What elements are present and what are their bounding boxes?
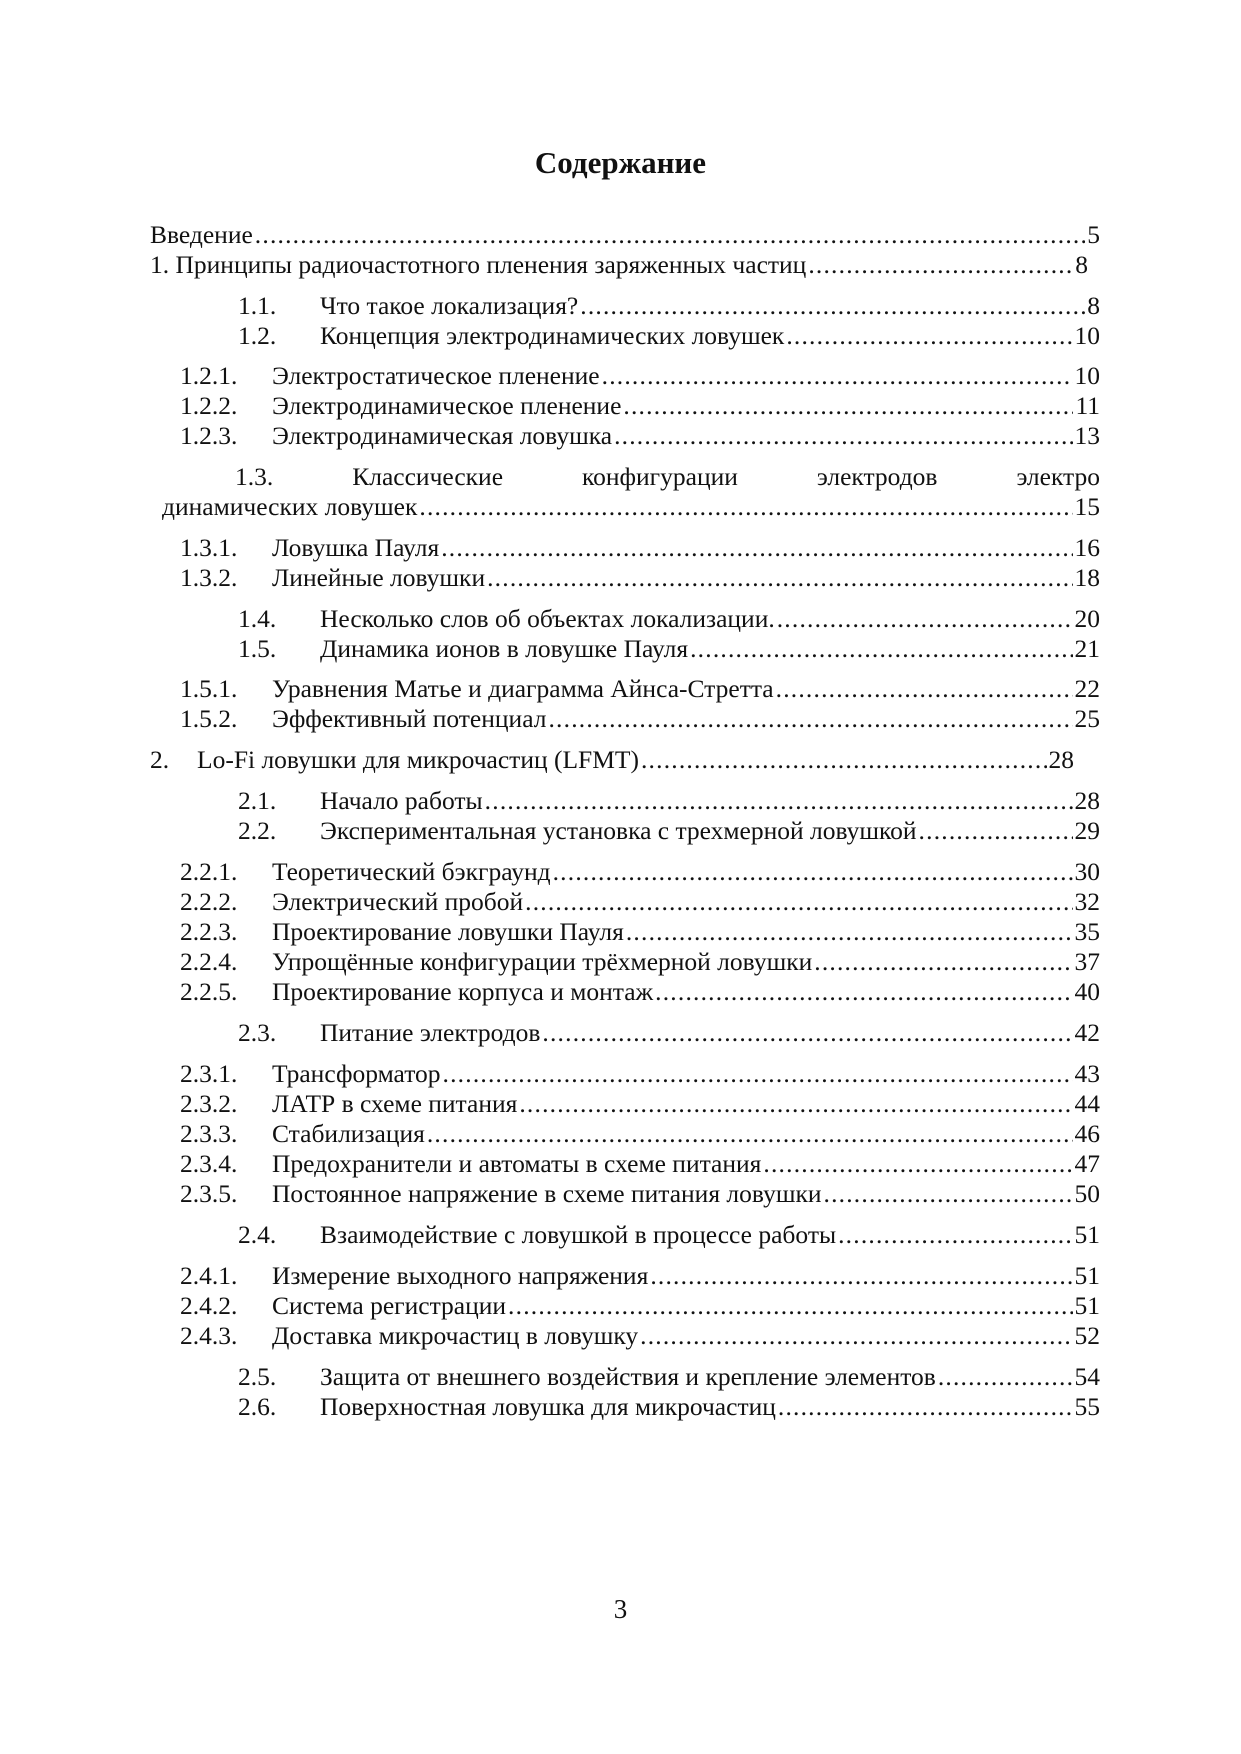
dot-leader <box>641 743 1047 777</box>
dot-leader <box>441 531 1072 565</box>
toc-entry-page: 8 <box>1087 291 1100 320</box>
toc-entry-page: 47 <box>1074 1149 1100 1178</box>
dot-leader <box>778 1390 1073 1424</box>
toc-entry-title: Электродинамическое пленение <box>272 391 622 420</box>
toc-entry-title: Питание электродов <box>320 1018 541 1047</box>
dot-leader <box>602 359 1073 393</box>
toc-entry-number: 2.2.4. <box>180 947 238 976</box>
toc-entry[interactable] <box>180 855 1100 889</box>
toc-entry-page: 50 <box>1074 1179 1100 1208</box>
split-word: Классические <box>352 462 504 491</box>
toc-entry-page: 5 <box>1087 220 1100 249</box>
split-word: конфигурации <box>582 462 738 491</box>
toc-entry-number: 2.2.3. <box>180 917 238 946</box>
toc-entry-title: Введение <box>150 220 253 249</box>
toc-entry-number: 2.6. <box>238 1392 277 1421</box>
toc-entry-number: 2.3.5. <box>180 1179 238 1208</box>
toc-entry-page: 51 <box>1074 1261 1100 1290</box>
split-word: электро <box>1016 462 1100 491</box>
toc-entry-title: Экспериментальная установка с трехмерной ловушкой <box>320 816 917 845</box>
toc-entry[interactable] <box>180 389 1100 423</box>
toc-entry-title: Динамика ионов в ловушке Пауля <box>320 634 689 663</box>
toc-entry-number: 2.1. <box>238 786 277 815</box>
dot-leader <box>640 1319 1072 1353</box>
toc-entry[interactable] <box>180 1319 1100 1353</box>
dot-leader <box>814 945 1072 979</box>
toc-entry-page: 16 <box>1074 533 1100 562</box>
toc-entry-number: 2.2. <box>238 816 277 845</box>
toc-entry-page: 10 <box>1074 361 1100 390</box>
toc-entry-page: 22 <box>1074 674 1100 703</box>
toc-entry-title: Теоретический бэкграунд <box>272 857 551 886</box>
toc-entry[interactable] <box>180 419 1100 453</box>
toc-entry-title: Доставка микрочастиц в ловушку <box>272 1321 639 1350</box>
toc-entry-number: 1.3.2. <box>180 563 238 592</box>
toc-entry-page: 28 <box>1048 745 1074 774</box>
toc-entry-page: 29 <box>1074 816 1100 845</box>
split-word: электродов <box>816 462 938 491</box>
dot-leader <box>824 1177 1073 1211</box>
toc-entry-title: Линейные ловушки <box>272 563 486 592</box>
toc-entry-number: 2.3.1. <box>180 1059 238 1088</box>
dot-leader <box>419 490 1072 524</box>
toc-entry-title: Стабилизация <box>272 1119 425 1148</box>
toc-entry-page: 30 <box>1074 857 1100 886</box>
toc-entry-page: 54 <box>1074 1362 1100 1391</box>
dot-leader <box>525 885 1072 919</box>
toc-entry-page: 46 <box>1074 1119 1100 1148</box>
toc-entry[interactable] <box>238 814 1100 848</box>
toc-entry-title: ЛАТР в схеме питания <box>272 1089 518 1118</box>
dot-leader <box>838 1218 1072 1252</box>
toc-entry[interactable] <box>238 1390 1100 1424</box>
dot-leader <box>519 1087 1072 1121</box>
toc-entry-number: 2.2.2. <box>180 887 238 916</box>
toc-entry-number: 1.2.3. <box>180 421 238 450</box>
page-title: Содержание <box>534 145 707 180</box>
toc-entry-number: 1.5.2. <box>180 704 238 733</box>
dot-leader <box>626 915 1073 949</box>
dot-leader <box>690 632 1072 666</box>
toc-entry[interactable] <box>180 1057 1100 1091</box>
toc-entry-number: 2.2.5. <box>180 977 238 1006</box>
toc-entry[interactable] <box>180 702 1100 736</box>
toc-entry-page: 13 <box>1074 421 1100 450</box>
toc-entry-title: динамических ловушек <box>162 492 418 521</box>
toc-entry[interactable] <box>180 1259 1100 1293</box>
toc-entry[interactable] <box>180 915 1100 949</box>
toc-entry[interactable] <box>150 248 1088 282</box>
toc-entry-number: 1.3.1. <box>180 533 238 562</box>
toc-entry-page: 40 <box>1074 977 1100 1006</box>
toc-entry-number: 2. <box>150 745 170 774</box>
toc-entry[interactable] <box>180 359 1100 393</box>
toc-entry[interactable] <box>180 672 1100 706</box>
toc-entry-title: Проектирование ловушки Пауля <box>272 917 624 946</box>
toc-entry-title: Электродинамическая ловушка <box>272 421 613 450</box>
toc-entry[interactable] <box>238 319 1100 353</box>
toc-entry-title: Уравнения Матье и диаграмма Айнса-Стретта <box>272 674 774 703</box>
toc-entry-number: 1.2. <box>238 321 277 350</box>
toc-entry[interactable] <box>180 885 1100 919</box>
toc-entry-number: 1.4. <box>238 604 277 633</box>
toc-entry[interactable] <box>150 743 1074 777</box>
toc-entry-number: 2.4.2. <box>180 1291 238 1320</box>
toc-entry-title: Начало работы <box>320 786 483 815</box>
toc-entry-number: 1.2.1. <box>180 361 238 390</box>
toc-entry-split-line[interactable] <box>235 460 1100 494</box>
toc-entry[interactable] <box>238 632 1100 666</box>
toc-entry[interactable] <box>162 490 1100 524</box>
toc-entry-number: 2.3.3. <box>180 1119 238 1148</box>
toc-entry-title: Электростатическое пленение <box>272 361 600 390</box>
page-number: 3 <box>613 1594 628 1624</box>
dot-leader <box>580 289 1085 323</box>
toc-entry-title: Защита от внешнего воздействия и крепление элементов <box>320 1362 936 1391</box>
dot-leader <box>508 1289 1072 1323</box>
toc-entry-page: 51 <box>1074 1291 1100 1320</box>
toc-entry-title: Ловушка Пауля <box>272 533 440 562</box>
toc-entry-page: 32 <box>1074 887 1100 916</box>
toc-entry-number: 1.5.1. <box>180 674 238 703</box>
toc-entry-page: 11 <box>1075 391 1100 420</box>
toc-entry[interactable] <box>238 1016 1100 1050</box>
toc-entry-page: 15 <box>1074 492 1100 521</box>
toc-entry-title: Постоянное напряжение в схеме питания ловушки <box>272 1179 822 1208</box>
toc-entry-number: 2.3.2. <box>180 1089 238 1118</box>
toc-entry-page: 55 <box>1074 1392 1100 1421</box>
toc-entry-number: 2.5. <box>238 1362 277 1391</box>
toc-entry[interactable] <box>180 531 1100 565</box>
dot-leader <box>427 1117 1073 1151</box>
toc-entry[interactable] <box>180 1147 1100 1181</box>
toc-entry-title: Упрощённые конфигурации трёхмерной ловушки <box>272 947 813 976</box>
toc-entry-number: 1.1. <box>238 291 277 320</box>
toc-entry-page: 42 <box>1074 1018 1100 1047</box>
toc-entry-number: 2.2.1. <box>180 857 238 886</box>
toc-entry-page: 21 <box>1074 634 1100 663</box>
toc-entry[interactable] <box>180 561 1100 595</box>
toc-entry-page: 18 <box>1074 563 1100 592</box>
dot-leader <box>255 218 1085 252</box>
toc-entry-number: 2.4.1. <box>180 1261 238 1290</box>
dot-leader <box>776 672 1073 706</box>
toc-entry[interactable] <box>238 602 1100 636</box>
toc-entry-page: 8 <box>1075 250 1088 279</box>
dot-leader <box>553 855 1073 889</box>
dot-leader <box>777 602 1073 636</box>
toc-entry-number: 1.2.2. <box>180 391 238 420</box>
toc-entry-page: 37 <box>1074 947 1100 976</box>
toc-entry-number: 2.3.4. <box>180 1149 238 1178</box>
toc-entry-number: 2.3. <box>238 1018 277 1047</box>
dot-leader <box>763 1147 1072 1181</box>
dot-leader <box>542 1016 1072 1050</box>
toc-entry-title: Предохранители и автоматы в схеме питания <box>272 1149 762 1178</box>
toc-entry[interactable] <box>180 1177 1100 1211</box>
toc-entry[interactable] <box>180 975 1100 1009</box>
dot-leader <box>443 1057 1073 1091</box>
dot-leader <box>548 702 1072 736</box>
toc-entry-title: Трансформатор <box>272 1059 441 1088</box>
toc-entry[interactable] <box>180 945 1100 979</box>
dot-leader <box>487 561 1072 595</box>
toc-entry-number: 1.5. <box>238 634 277 663</box>
toc-entry[interactable] <box>180 1289 1100 1323</box>
toc-entry-page: 28 <box>1074 786 1100 815</box>
toc-entry-title: 1. Принципы радиочастотного пленения заряженных частиц <box>150 250 807 279</box>
toc-entry-page: 43 <box>1074 1059 1100 1088</box>
toc-entry[interactable] <box>238 784 1100 818</box>
toc-entry-title: Эффективный потенциал <box>272 704 547 733</box>
toc-entry-title: Что такое локализация? <box>320 291 579 320</box>
dot-leader <box>623 389 1073 423</box>
toc-entry-page: 51 <box>1074 1220 1100 1249</box>
toc-entry-number: 2.4. <box>238 1220 277 1249</box>
toc-entry-page: 52 <box>1074 1321 1100 1350</box>
toc-entry-title: Концепция электродинамических ловушек <box>320 321 785 350</box>
toc-entry-title: Поверхностная ловушка для микрочастиц <box>320 1392 776 1421</box>
toc-entry-page: 35 <box>1074 917 1100 946</box>
toc-entry-number: 1.3. <box>235 462 274 491</box>
toc-entry-title: Несколько слов об объектах локализации. <box>320 604 775 633</box>
dot-leader <box>614 419 1072 453</box>
toc-entry[interactable] <box>238 1218 1100 1252</box>
toc-entry-page: 25 <box>1074 704 1100 733</box>
dot-leader <box>485 784 1073 818</box>
toc-entry[interactable] <box>180 1087 1100 1121</box>
toc-entry[interactable] <box>238 1360 1100 1394</box>
toc-entry[interactable] <box>238 289 1100 323</box>
dot-leader <box>808 248 1073 282</box>
toc-entry-title: Измерение выходного напряжения <box>272 1261 649 1290</box>
dot-leader <box>938 1360 1073 1394</box>
toc-entry[interactable] <box>180 1117 1100 1151</box>
dot-leader <box>650 1259 1072 1293</box>
toc-entry-title: Взаимодействие с ловушкой в процессе работы <box>320 1220 837 1249</box>
toc-entry-title: Электрический пробой <box>272 887 524 916</box>
toc-entry-title: Проектирование корпуса и монтаж <box>272 977 654 1006</box>
toc-entry[interactable] <box>150 218 1100 252</box>
dot-leader <box>655 975 1072 1009</box>
dot-leader <box>786 319 1072 353</box>
toc-entry-title: Lo-Fi ловушки для микрочастиц (LFMT) <box>197 745 639 774</box>
toc-entry-page: 20 <box>1074 604 1100 633</box>
toc-entry-page: 44 <box>1074 1089 1100 1118</box>
toc-entry-number: 2.4.3. <box>180 1321 238 1350</box>
toc-entry-title: Система регистрации <box>272 1291 507 1320</box>
toc-entry-page: 10 <box>1074 321 1100 350</box>
dot-leader <box>919 814 1073 848</box>
